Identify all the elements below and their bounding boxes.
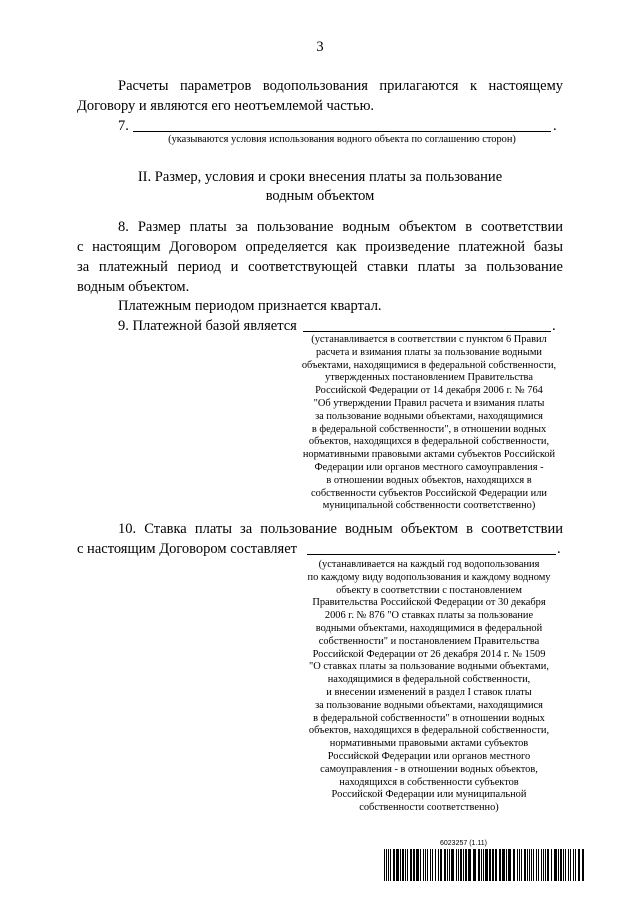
item9-note-line: в отношении водных объектов, находящихся в	[326, 474, 532, 486]
item10-note-line: (устанавливается на каждый год водопользования	[318, 559, 540, 570]
item10-line-1: 10. Ставка платы за пользование водным объектом в соответствии	[118, 521, 563, 537]
item10-note-line: Российской Федерации от 26 декабря 2014 г. № 1509	[312, 648, 546, 660]
barcode-image	[384, 849, 584, 881]
item10-note-line: собственности" и постановлением Правительства	[318, 635, 540, 647]
intro-line-2: Договору и являются его неотъемлемой частью.	[77, 98, 375, 114]
item9-note-line: в федеральной собственности", в отношении водных	[311, 423, 547, 435]
item9-note-line: "Об утверждении Правил расчета и взимания платы	[313, 398, 545, 409]
item10-note-line: самоуправления - в отношении водных объектов,	[320, 763, 538, 775]
item7-note: (указываются условия использования водного объекта по соглашению сторон)	[168, 134, 516, 145]
item10-note-line: объекту в соответствии с постановлением	[336, 584, 522, 596]
page-number: 3	[316, 39, 324, 55]
item9-blank-line	[303, 331, 551, 332]
item10-line-2: с настоящим Договором составляет	[77, 541, 297, 557]
item9-note-line: Российской Федерации от 14 декабря 2006 г. № 764	[315, 385, 543, 397]
item9-note-line: собственности субъектов Российской Федерации или	[311, 487, 547, 499]
item10-note-line: за пользование водными объектами, находящимися	[315, 699, 543, 711]
item10-note-line: по каждому виду водопользования и каждому водному	[307, 571, 551, 583]
section2-heading-line-2: водным объектом	[265, 188, 375, 204]
item7-blank-line	[133, 131, 551, 132]
item10-note-line: собственности соответственно)	[359, 802, 499, 814]
item10-note-line: и внесении изменений в раздел I ставок платы	[326, 687, 532, 698]
item10-note-line: нормативными правовыми актами субъектов	[329, 738, 529, 750]
item10-note-line: Правительства Российской Федерации от 30 декабря	[312, 597, 546, 609]
item9-note-line: нормативными правовыми актами субъектов Российской	[302, 449, 556, 461]
item9-note-line: утвержденных постановлением Правительства	[325, 372, 533, 384]
payment-period: Платежным периодом признается квартал.	[118, 298, 382, 314]
item9-note-line: объектов, находящихся в федеральной собственности,	[308, 436, 550, 448]
item9-note-line: (устанавливается в соответствии с пунктом 6 Правил	[311, 334, 547, 345]
item9-note-line: Федерации или органов местного самоуправления -	[314, 462, 544, 473]
item8-line-4: водным объектом.	[77, 279, 190, 295]
item8-line-1: 8. Размер платы за пользование водным объектом в соответствии	[118, 219, 563, 235]
item10-note-line: объектов, находящихся в федеральной собственности,	[308, 725, 550, 737]
item10-blank-line	[307, 554, 556, 555]
item7-end: .	[553, 118, 557, 134]
item10-note-line: Российской Федерации или органов местного	[327, 751, 531, 762]
item10-end: .	[557, 541, 561, 557]
item9-note-line: объектами, находящимися в федеральной собственности,	[301, 359, 557, 371]
item10-note-line: 2006 г. № 876 "О ставках платы за пользование	[324, 610, 534, 622]
intro-line-1: Расчеты параметров водопользования прилагаются к настоящему	[118, 78, 563, 94]
item9-note-line: расчета и взимания платы за пользование водными	[316, 346, 542, 358]
item9-note-line: за пользование водными объектами, находящимися	[315, 410, 543, 422]
item9-end: .	[552, 318, 556, 334]
item9-note-line: муниципальной собственности соответственно)	[322, 500, 536, 512]
barcode-label: 6023257 (1.11)	[440, 840, 487, 847]
item10-note-line: находящихся в собственности субъектов	[339, 776, 519, 788]
item10-note-line: находящимися в федеральной собственности,	[327, 674, 531, 686]
item10-note-line: в федеральной собственности" в отношении водных	[313, 712, 545, 724]
item10-note-line: водными объектами, находящимися в федеральной	[315, 623, 543, 634]
item9-label: 9. Платежной базой является	[118, 318, 297, 334]
item10-note-line: Российской Федерации или муниципальной	[331, 789, 527, 801]
item8-line-3: за платежный период и соответствующей ставки платы за пользование	[77, 259, 563, 275]
item10-note-line: "О ставках платы за пользование водными объектами,	[309, 661, 549, 673]
item8-line-2: с настоящим Договором определяется как произведение платежной базы	[77, 239, 563, 255]
section2-heading-line-1: II. Размер, условия и сроки внесения платы за пользование	[137, 169, 503, 185]
item7-label: 7.	[118, 118, 129, 134]
